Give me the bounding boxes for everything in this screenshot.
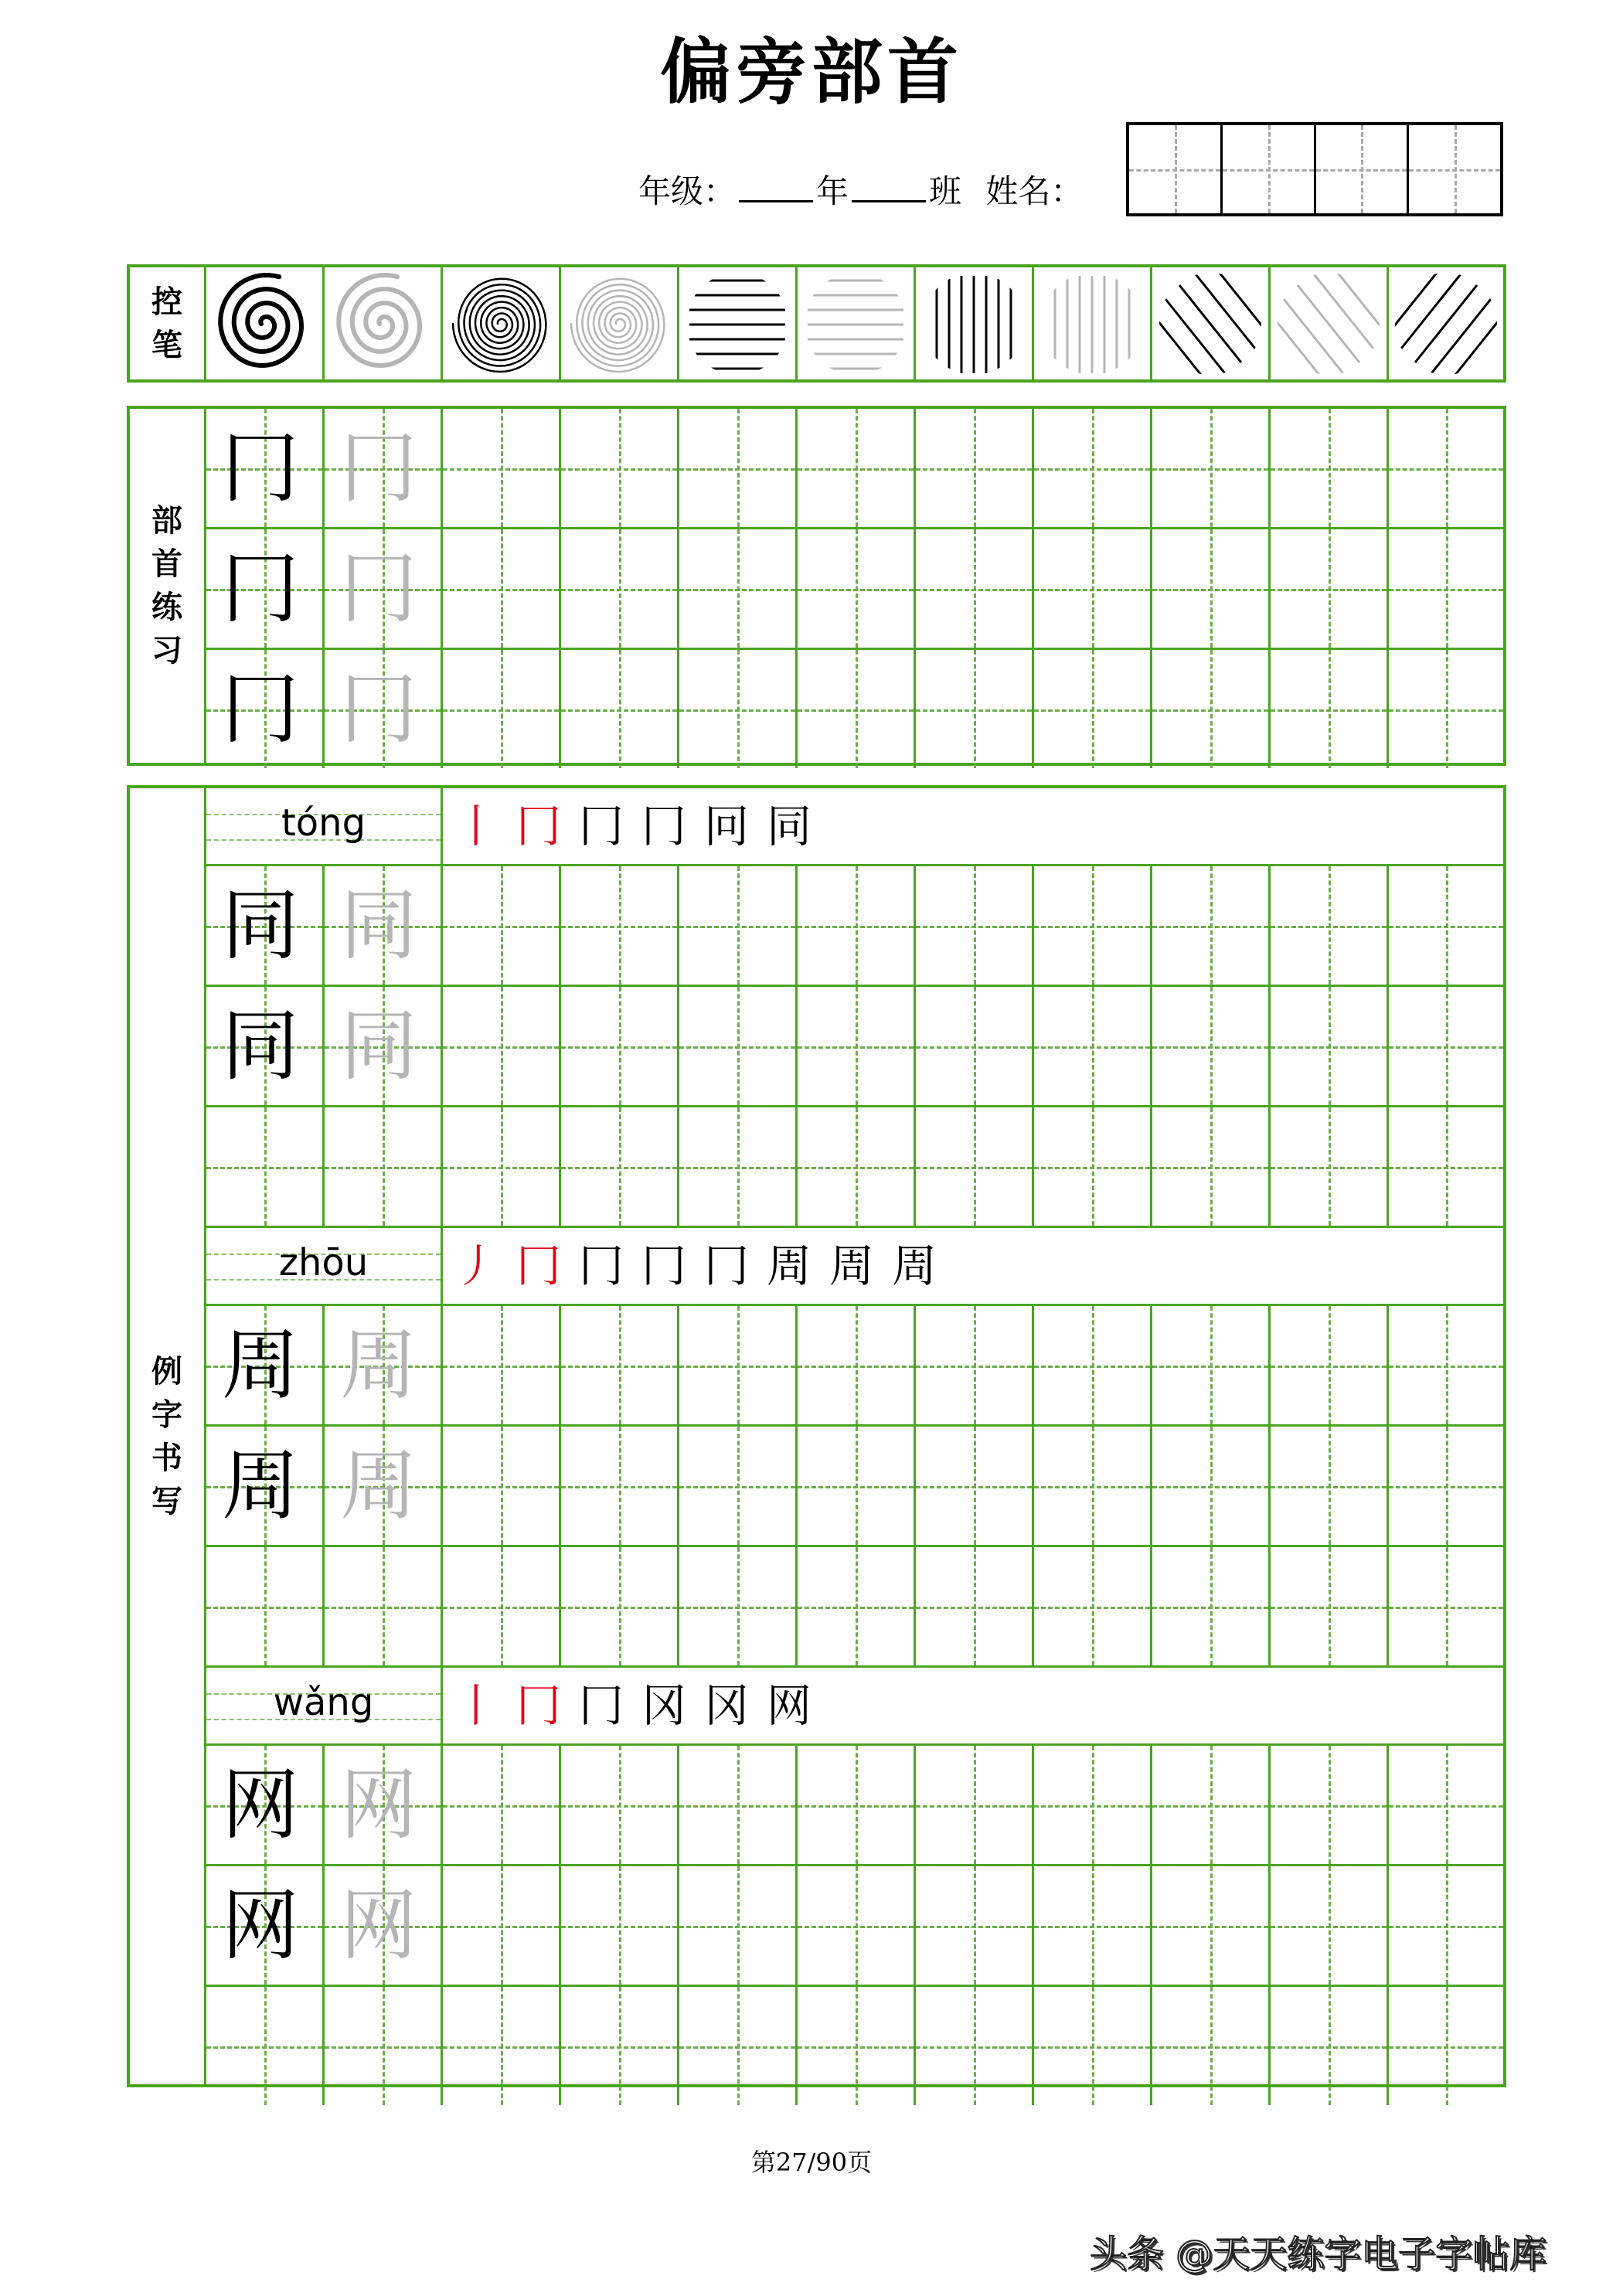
- model-char-cell: [206, 650, 325, 768]
- blank-practice-cell[interactable]: [1271, 409, 1389, 527]
- blank-practice-cell[interactable]: [325, 1987, 443, 2105]
- watermark: 头条 @天天练字电子字帖库: [1090, 2233, 1547, 2276]
- blank-practice-cell[interactable]: [443, 1746, 561, 1864]
- pinyin-text: tóng: [281, 801, 366, 845]
- blank-practice-cell[interactable]: [798, 1306, 916, 1424]
- blank-practice-cell[interactable]: [561, 1866, 679, 1985]
- blank-practice-cell[interactable]: [325, 1547, 443, 1665]
- control-pen-cell: [1152, 267, 1271, 379]
- blank-practice-cell[interactable]: [443, 1987, 561, 2105]
- trace-character: 同: [340, 879, 417, 971]
- stroke-step: 冂: [579, 1679, 624, 1732]
- blank-practice-cell[interactable]: [325, 1107, 443, 1226]
- blank-practice-cell[interactable]: [679, 1306, 798, 1424]
- blank-practice-cell[interactable]: [1389, 1866, 1503, 1985]
- pinyin-cell: [206, 1668, 443, 1743]
- blank-practice-cell[interactable]: [1152, 409, 1271, 527]
- blank-practice-cell[interactable]: [798, 1427, 916, 1545]
- model-char-cell: [206, 987, 325, 1105]
- name-box[interactable]: [1223, 125, 1316, 213]
- label-char: 控: [151, 283, 182, 320]
- blank-practice-cell[interactable]: [443, 1107, 561, 1226]
- blank-practice-cell[interactable]: [798, 1547, 916, 1665]
- practice-row: [206, 1866, 1503, 1987]
- blank-practice-cell[interactable]: [1152, 1306, 1271, 1424]
- trace-character: 同: [340, 1000, 417, 1091]
- blank-practice-cell[interactable]: [206, 1107, 325, 1226]
- example-writing-section: [127, 785, 1506, 2087]
- blank-practice-cell[interactable]: [1034, 1107, 1152, 1226]
- blank-practice-cell[interactable]: [561, 1746, 679, 1864]
- trace-character: 网: [340, 1759, 417, 1850]
- pinyin-cell: [206, 788, 443, 864]
- label-char: 首: [151, 546, 182, 582]
- stroke-step: 冂: [516, 1679, 562, 1732]
- spiral-fine-pattern-icon: [447, 270, 555, 378]
- trace-char-cell: [325, 1746, 443, 1864]
- stroke-step: 冈: [704, 1679, 750, 1732]
- model-char-cell: [206, 409, 325, 527]
- blank-practice-cell[interactable]: [679, 1746, 798, 1864]
- model-character: 网: [222, 1879, 299, 1971]
- blank-practice-cell[interactable]: [916, 866, 1034, 985]
- blank-practice-cell[interactable]: [798, 409, 916, 527]
- blank-practice-cell[interactable]: [1152, 1427, 1271, 1545]
- radical-practice-label: [130, 409, 206, 763]
- blank-practice-cell[interactable]: [1152, 650, 1271, 768]
- pinyin-text: wǎng: [273, 1681, 374, 1724]
- blank-practice-cell[interactable]: [916, 1987, 1034, 2105]
- trace-character: 冂: [340, 663, 417, 754]
- trace-character: 周: [340, 1319, 417, 1410]
- trace-char-cell: [325, 529, 443, 648]
- control-pen-cell: [443, 267, 561, 379]
- model-char-cell: [206, 1427, 325, 1545]
- model-char-cell: [206, 1306, 325, 1424]
- blank-practice-cell[interactable]: [443, 866, 561, 985]
- blank-practice-cell[interactable]: [798, 866, 916, 985]
- pinyin-stroke-row: [206, 1668, 1503, 1746]
- stroke-step: 冋: [704, 800, 750, 852]
- stroke-step: 丿: [454, 1240, 499, 1292]
- blank-practice-cell[interactable]: [1034, 1987, 1152, 2105]
- blank-practice-cell[interactable]: [798, 1987, 916, 2105]
- blank-practice-cell[interactable]: [1271, 1866, 1389, 1985]
- blank-practice-cell[interactable]: [798, 987, 916, 1105]
- model-character: 冂: [222, 422, 299, 513]
- blank-practice-cell[interactable]: [916, 987, 1034, 1105]
- blank-practice-cell[interactable]: [916, 650, 1034, 768]
- blank-practice-cell[interactable]: [443, 650, 561, 768]
- pinyin-cell: [206, 1228, 443, 1304]
- model-character: 冂: [222, 663, 299, 754]
- blank-practice-cell[interactable]: [561, 866, 679, 985]
- grade-label: 年级：: [638, 172, 737, 210]
- horizontal-lines-pattern-icon: [801, 270, 910, 378]
- stroke-step: 周: [767, 1240, 812, 1292]
- stroke-step: 冂: [704, 1240, 750, 1292]
- model-character: 同: [222, 879, 299, 971]
- label-char: 书: [151, 1439, 182, 1476]
- blank-practice-cell[interactable]: [1271, 650, 1389, 768]
- label-char: 练: [151, 589, 182, 625]
- control-pen-cell: [679, 267, 798, 379]
- control-pen-cell: [1271, 267, 1389, 379]
- blank-practice-cell[interactable]: [679, 650, 798, 768]
- practice-row: [206, 866, 1503, 987]
- blank-practice-cell[interactable]: [679, 987, 798, 1105]
- blank-practice-cell[interactable]: [561, 1427, 679, 1545]
- stroke-step: 同: [767, 800, 812, 852]
- blank-practice-cell[interactable]: [1389, 529, 1503, 648]
- blank-practice-cell[interactable]: [1271, 1547, 1389, 1665]
- model-char-cell: [206, 866, 325, 985]
- blank-practice-cell[interactable]: [561, 1306, 679, 1424]
- stroke-step: 冂: [579, 800, 624, 852]
- blank-practice-cell[interactable]: [561, 529, 679, 648]
- blank-practice-cell[interactable]: [1389, 1306, 1503, 1424]
- control-pen-label: [130, 267, 206, 379]
- practice-row: [206, 1987, 1503, 2105]
- diagonal-up-lines-pattern-icon: [1392, 270, 1500, 378]
- model-char-cell: [206, 529, 325, 648]
- blank-practice-cell[interactable]: [1152, 1866, 1271, 1985]
- stroke-step: 冂: [641, 1240, 687, 1292]
- blank-practice-cell[interactable]: [679, 1547, 798, 1665]
- blank-practice-cell[interactable]: [1034, 1547, 1152, 1665]
- blank-practice-cell[interactable]: [1034, 1306, 1152, 1424]
- practice-row: [206, 409, 1503, 529]
- name-box[interactable]: [1409, 125, 1500, 213]
- class-suffix: 班: [929, 172, 962, 210]
- blank-practice-cell[interactable]: [798, 1107, 916, 1226]
- stroke-step: 周: [892, 1240, 937, 1292]
- blank-practice-cell[interactable]: [1389, 650, 1503, 768]
- blank-practice-cell[interactable]: [1389, 866, 1503, 985]
- example-writing-label: [130, 788, 206, 2084]
- blank-practice-cell[interactable]: [1152, 529, 1271, 648]
- label-char: 写: [151, 1482, 182, 1519]
- control-pen-patterns: [206, 267, 1503, 379]
- blank-practice-cell[interactable]: [679, 1427, 798, 1545]
- blank-practice-cell[interactable]: [916, 1547, 1034, 1665]
- blank-practice-cell[interactable]: [1389, 987, 1503, 1105]
- pinyin-text: zhōu: [278, 1241, 369, 1284]
- blank-practice-cell[interactable]: [1034, 987, 1152, 1105]
- blank-practice-cell[interactable]: [679, 1987, 798, 2105]
- blank-practice-cell[interactable]: [443, 1427, 561, 1545]
- practice-row: [206, 1427, 1503, 1547]
- name-label: 姓名：: [985, 172, 1084, 210]
- horizontal-lines-pattern-icon: [683, 270, 791, 378]
- trace-char-cell: [325, 650, 443, 768]
- blank-practice-cell[interactable]: [1034, 409, 1152, 527]
- radical-practice-grid: [206, 409, 1503, 763]
- name-box[interactable]: [1129, 125, 1223, 213]
- label-char: 习: [151, 632, 182, 668]
- radical-practice-section: [127, 406, 1506, 766]
- name-box[interactable]: [1316, 125, 1410, 213]
- blank-practice-cell[interactable]: [1034, 866, 1152, 985]
- blank-practice-cell[interactable]: [916, 1427, 1034, 1545]
- blank-practice-cell[interactable]: [561, 409, 679, 527]
- blank-practice-cell[interactable]: [443, 987, 561, 1105]
- blank-practice-cell[interactable]: [1034, 650, 1152, 768]
- page-number: 第27/90页: [750, 2148, 873, 2177]
- blank-practice-cell[interactable]: [679, 866, 798, 985]
- control-pen-cell: [206, 267, 325, 379]
- blank-practice-cell[interactable]: [679, 1107, 798, 1226]
- blank-practice-cell[interactable]: [1271, 987, 1389, 1105]
- blank-practice-cell[interactable]: [1034, 529, 1152, 648]
- blank-practice-cell[interactable]: [1271, 1746, 1389, 1864]
- stroke-step: 网: [767, 1679, 812, 1732]
- pinyin-stroke-row: [206, 1228, 1503, 1306]
- blank-practice-cell[interactable]: [206, 1987, 325, 2105]
- practice-row: [206, 987, 1503, 1107]
- blank-practice-cell[interactable]: [443, 1306, 561, 1424]
- trace-char-cell: [325, 1866, 443, 1985]
- blank-practice-cell[interactable]: [1152, 866, 1271, 985]
- model-char-cell: [206, 1866, 325, 1985]
- trace-char-cell: [325, 1427, 443, 1545]
- stroke-step: 冂: [516, 1240, 562, 1292]
- blank-practice-cell[interactable]: [443, 409, 561, 527]
- vertical-lines-pattern-icon: [920, 270, 1028, 378]
- spiral-thick-pattern-icon: [210, 270, 318, 378]
- model-character: 周: [222, 1440, 299, 1531]
- blank-practice-cell[interactable]: [1034, 1746, 1152, 1864]
- blank-practice-cell[interactable]: [798, 1866, 916, 1985]
- practice-row: [206, 1746, 1503, 1866]
- page-title: 偏旁部首: [659, 30, 963, 114]
- blank-practice-cell[interactable]: [1271, 1427, 1389, 1545]
- blank-practice-cell[interactable]: [916, 1866, 1034, 1985]
- control-pen-cell: [1389, 267, 1503, 379]
- blank-practice-cell[interactable]: [1034, 1866, 1152, 1985]
- blank-practice-cell[interactable]: [679, 529, 798, 648]
- stroke-step: 冂: [641, 800, 687, 852]
- model-character: 同: [222, 1000, 299, 1091]
- blank-practice-cell[interactable]: [1389, 1547, 1503, 1665]
- blank-practice-cell[interactable]: [561, 987, 679, 1105]
- blank-practice-cell[interactable]: [1389, 409, 1503, 527]
- trace-character: 周: [340, 1440, 417, 1531]
- label-char: 部: [151, 502, 182, 539]
- blank-practice-cell[interactable]: [679, 409, 798, 527]
- blank-practice-cell[interactable]: [1271, 866, 1389, 985]
- blank-practice-cell[interactable]: [561, 1107, 679, 1226]
- control-pen-cell: [325, 267, 443, 379]
- blank-practice-cell[interactable]: [1389, 1746, 1503, 1864]
- blank-practice-cell[interactable]: [443, 1547, 561, 1665]
- blank-practice-cell[interactable]: [798, 529, 916, 648]
- model-char-cell: [206, 1746, 325, 1864]
- practice-row: [206, 1306, 1503, 1427]
- model-character: 网: [222, 1759, 299, 1850]
- trace-character: 冂: [340, 543, 417, 634]
- stroke-step: 冂: [516, 800, 562, 852]
- blank-practice-cell[interactable]: [798, 650, 916, 768]
- diagonal-down-lines-pattern-icon: [1274, 270, 1383, 378]
- stroke-step: 丨: [454, 800, 499, 852]
- name-write-boxes[interactable]: [1126, 122, 1503, 216]
- blank-practice-cell[interactable]: [1152, 1746, 1271, 1864]
- blank-practice-cell[interactable]: [916, 529, 1034, 648]
- practice-row: [206, 1547, 1503, 1668]
- stroke-order-sequence: [443, 1668, 1503, 1743]
- control-pen-cell: [1034, 267, 1152, 379]
- stroke-step: 冂: [579, 1240, 624, 1292]
- blank-practice-cell[interactable]: [1152, 1107, 1271, 1226]
- control-pen-cell: [798, 267, 916, 379]
- stroke-step: 冈: [641, 1679, 687, 1732]
- example-writing-grid: [206, 788, 1503, 2084]
- stroke-step: 周: [829, 1240, 875, 1292]
- blank-practice-cell[interactable]: [916, 1746, 1034, 1864]
- control-pen-section: [127, 264, 1506, 383]
- model-character: 周: [222, 1319, 299, 1410]
- blank-practice-cell[interactable]: [1271, 1987, 1389, 2105]
- blank-practice-cell[interactable]: [1152, 1987, 1271, 2105]
- blank-practice-cell[interactable]: [1034, 1427, 1152, 1545]
- class-blank[interactable]: [852, 174, 926, 202]
- blank-practice-cell[interactable]: [561, 1987, 679, 2105]
- trace-character: 冂: [340, 422, 417, 513]
- trace-char-cell: [325, 987, 443, 1105]
- blank-practice-cell[interactable]: [561, 1547, 679, 1665]
- blank-practice-cell[interactable]: [1152, 987, 1271, 1105]
- practice-row: [206, 650, 1503, 768]
- trace-char-cell: [325, 1306, 443, 1424]
- stroke-step: 丨: [454, 1679, 499, 1732]
- spiral-thick-pattern-icon: [328, 270, 437, 378]
- blank-practice-cell[interactable]: [1271, 1107, 1389, 1226]
- spiral-fine-pattern-icon: [565, 270, 673, 378]
- grade-blank[interactable]: [739, 174, 813, 202]
- blank-practice-cell[interactable]: [1271, 529, 1389, 648]
- diagonal-down-lines-pattern-icon: [1156, 270, 1264, 378]
- blank-practice-cell[interactable]: [443, 1866, 561, 1985]
- year-suffix: 年: [816, 172, 849, 210]
- label-char: 字: [151, 1396, 182, 1433]
- label-char: 例: [151, 1352, 182, 1390]
- blank-practice-cell[interactable]: [916, 1306, 1034, 1424]
- trace-char-cell: [325, 866, 443, 985]
- blank-practice-cell[interactable]: [798, 1746, 916, 1864]
- control-pen-cell: [561, 267, 679, 379]
- trace-character: 网: [340, 1879, 417, 1971]
- blank-practice-cell[interactable]: [1271, 1306, 1389, 1424]
- stroke-order-sequence: [443, 1228, 1503, 1304]
- trace-char-cell: [325, 409, 443, 527]
- student-info-line: [638, 168, 1083, 215]
- blank-practice-cell[interactable]: [1389, 1987, 1503, 2105]
- blank-practice-cell[interactable]: [1389, 1427, 1503, 1545]
- label-char: 笔: [151, 326, 182, 363]
- blank-practice-cell[interactable]: [1152, 1547, 1271, 1665]
- blank-practice-cell[interactable]: [561, 650, 679, 768]
- blank-practice-cell[interactable]: [1389, 1107, 1503, 1226]
- practice-row: [206, 1107, 1503, 1228]
- vertical-lines-pattern-icon: [1038, 270, 1146, 378]
- blank-practice-cell[interactable]: [206, 1547, 325, 1665]
- blank-practice-cell[interactable]: [916, 1107, 1034, 1226]
- blank-practice-cell[interactable]: [679, 1866, 798, 1985]
- stroke-order-sequence: [443, 788, 1503, 864]
- blank-practice-cell[interactable]: [916, 409, 1034, 527]
- practice-row: [206, 529, 1503, 650]
- blank-practice-cell[interactable]: [443, 529, 561, 648]
- model-character: 冂: [222, 543, 299, 634]
- control-pen-cell: [916, 267, 1034, 379]
- pinyin-stroke-row: [206, 788, 1503, 866]
